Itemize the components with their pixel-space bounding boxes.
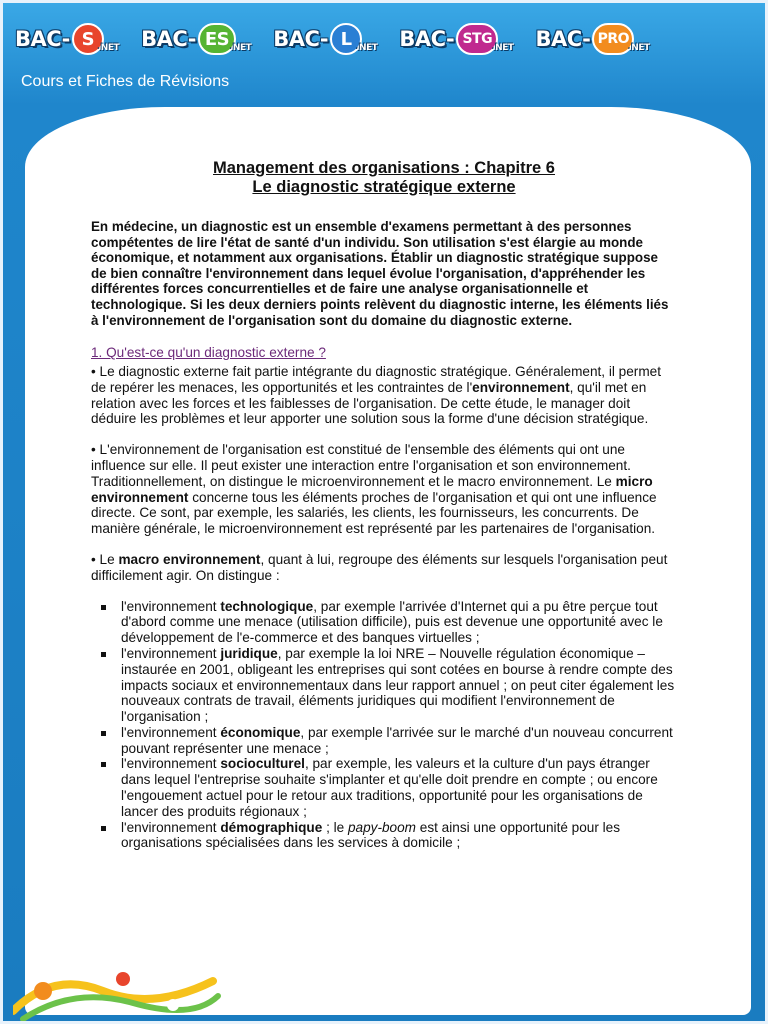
logo-bac-l[interactable] [273, 19, 377, 59]
intro-paragraph: En médecine, un diagnostic est un ensemble d'examens permettant à des personnes compétentes de lire l'état de santé d'un individu. Son utilisation s'est élargie au monde économique, et notamment aux organisations. Établir un diagnostic stratégique suppose de bien connaître l'environnement dans lequel évolue l'organisation, d'appréhender les différentes forces concurrentielles et de faire une analyse organisationnelle et technologique. Si les deux derniers points relèvent du diagnostic interne, les éléments liés à l'environnement de l'organisation sont du domaine du diagnostic externe. [91, 219, 669, 328]
logo-suffix: .NET [97, 43, 120, 53]
decorative-swirl-icon [13, 961, 223, 1021]
logo-bac-s[interactable] [15, 19, 119, 59]
logo-badge: ES [198, 23, 236, 55]
logo-badge: L [330, 23, 362, 55]
list-item: l'environnement démographique ; le papy-boom est ainsi une opportunité pour les organisations spécialisées dans les services à domicile ; [99, 820, 677, 852]
logo-prefix: BAC- [399, 27, 455, 51]
logo-prefix: BAC- [141, 27, 196, 51]
document-title [91, 159, 677, 197]
logo-bac-stg[interactable] [399, 19, 513, 59]
paragraph-2: • L'environnement de l'organisation est constitué de l'ensemble des éléments qui ont une influence sur elle. Il peut exister une interaction entre l'organisation et son environnement. Traditionnellement, on distingue le microenvironnement et le macro environnement. Le micro environnement concerne tous les éléments proches de l'organisation et qui ont une influence directe. Ce sont, par exemple, les salariés, les clients, les fournisseurs, les concurrents. De manière générale, le microenvironnement est représenté par les partenaires de l'organisation. [91, 442, 657, 537]
logo-suffix: .NET [492, 43, 514, 53]
logo-prefix: BAC- [535, 27, 591, 51]
document-content [91, 159, 677, 851]
list-item: l'environnement socioculturel, par exemple, les valeurs et la culture d'un pays étranger dans lequel l'entreprise souhaite s'implanter et qu'elle doit prendre en compte ; ou encore l'engouement actuel pour le retour aux traditions, opportunité pour les organisations de lancer des produits régionaux ; [99, 756, 677, 819]
title-line-1: Management des organisations : Chapitre 6 [213, 159, 555, 177]
logo-prefix: BAC- [273, 27, 329, 51]
logo-prefix: BAC- [15, 27, 70, 51]
logo-suffix: .NET [230, 43, 252, 53]
logo-badge: PRO [592, 23, 634, 55]
title-line-2: Le diagnostic stratégique externe [252, 178, 516, 196]
logo-badge: S [72, 23, 104, 55]
macro-environment-list [99, 599, 677, 852]
logo-suffix: .NET [628, 43, 650, 53]
site-logo-bar [15, 17, 715, 61]
logo-bac-pro[interactable] [536, 19, 650, 59]
paragraph-1: • Le diagnostic externe fait partie intégrante du diagnostic stratégique. Généralement, il permet de repérer les menaces, les opportunités et les contraintes de l'environnement, qu'il met en relation avec les forces et les faiblesses de l'organisation. De cette étude, le manager doit déduire les problèmes et leur apporter une solution sous la forme d'une décision stratégique. [91, 363, 661, 427]
list-item: l'environnement juridique, par exemple la loi NRE – Nouvelle régulation économique – instaurée en 2001, obligeant les entreprises qui sont cotées en bourse à rendre compte des impacts sociaux et environnementaux dans leur rapport annuel ; on peut citer également les nouveaux contrats de travail, éléments juridiques qui modifient l'environnement de l'organisation ; [99, 646, 677, 725]
logo-badge: STG [456, 23, 498, 55]
list-item: l'environnement économique, par exemple l'arrivée sur le marché d'un nouveau concurrent pouvant représenter une menace ; [99, 725, 677, 757]
logo-bac-es[interactable] [141, 19, 251, 59]
paragraph-3: • Le macro environnement, quant à lui, regroupe des éléments sur lesquels l'organisation peut difficilement agir. On distingue : [91, 551, 668, 583]
logo-suffix: .NET [356, 43, 378, 53]
section-heading[interactable]: 1. Qu'est-ce qu'un diagnostic externe ? [91, 345, 326, 361]
site-subtitle: Cours et Fiches de Révisions [21, 73, 230, 90]
list-item: l'environnement technologique, par exemple l'arrivée d'Internet qui a pu être perçue tout d'abord comme une menace (utilisation difficile), puis est devenue une opportunité avec le développement de l'e-commerce et des banques virtuelles ; [99, 599, 677, 646]
